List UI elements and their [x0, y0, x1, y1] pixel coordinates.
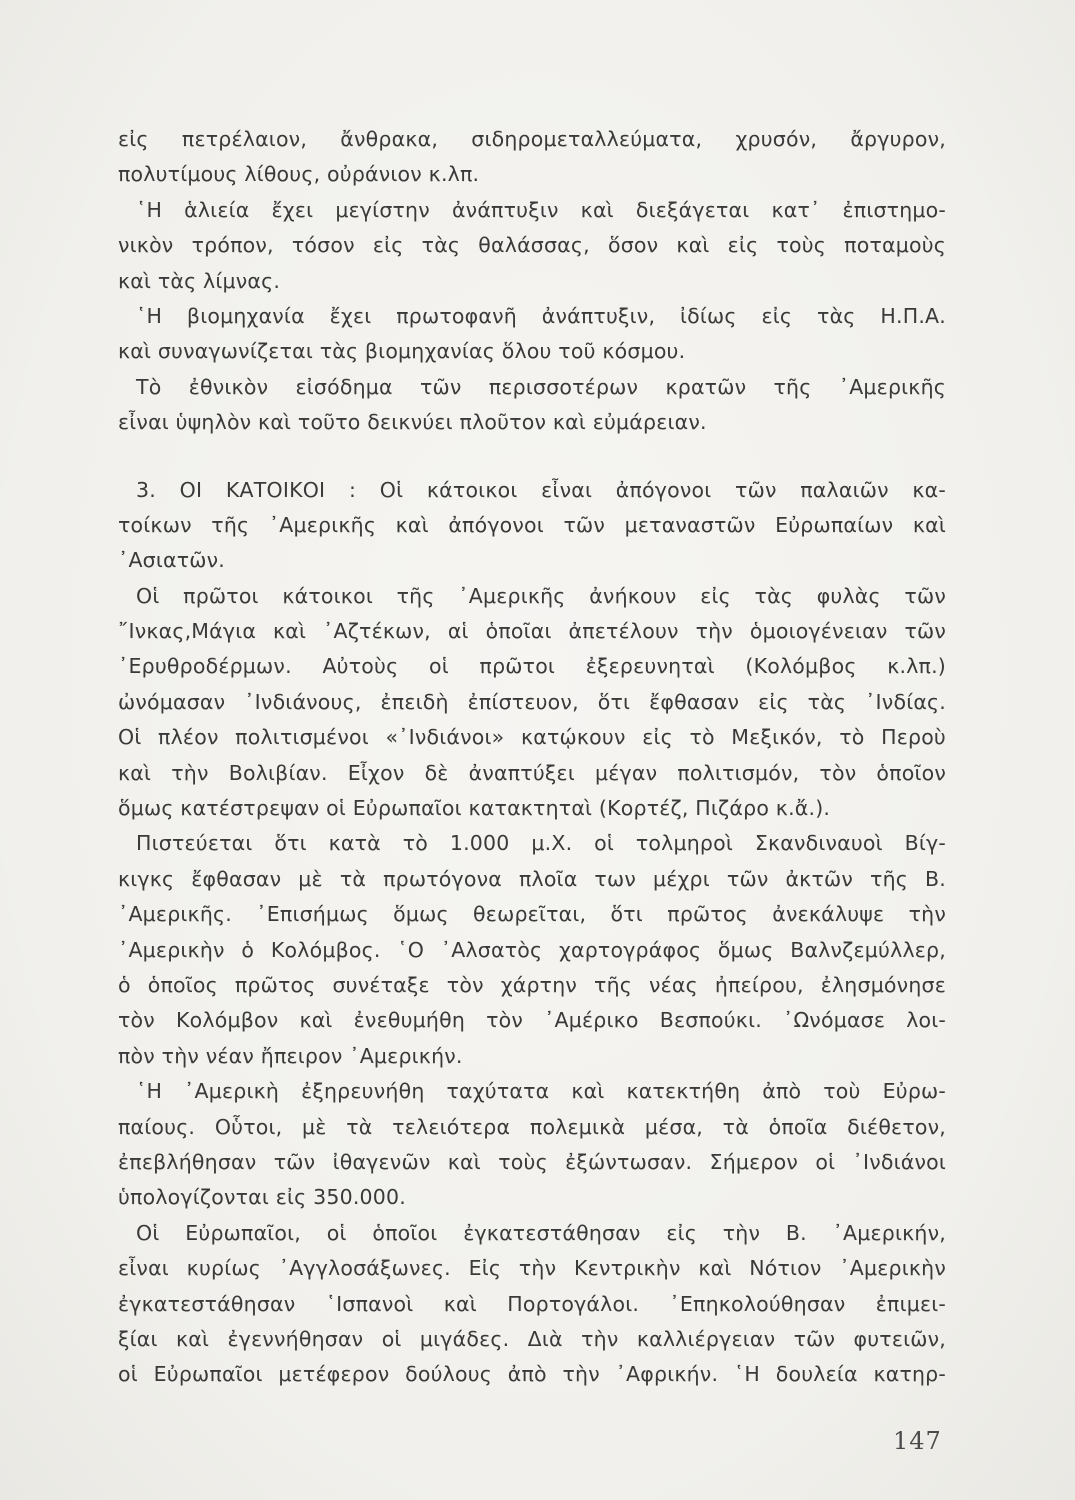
paragraph-industry: [118, 299, 946, 370]
section-gap: [118, 441, 946, 473]
text-line: Τὸ ἐθνικὸν εἰσόδημα τῶν περισσοτέρων κρατῶν τῆς ᾽Αμερικῆς: [136, 374, 946, 399]
text-line: κιγκς ἔφθασαν μὲ τὰ πρωτόγονα πλοῖα των μέχρι τῶν ἀκτῶν τῆς Β.: [118, 866, 946, 891]
text-line: ᾽Ασιατῶν.: [118, 548, 225, 573]
text-line: ᾽Αμερικὴν ὁ Κολόμβος. ῾Ο ᾽Αλσατὸς χαρτογράφος ὅμως Βαλνζεμύλλερ,: [118, 937, 946, 962]
text-line: νικὸν τρόπον, τόσον εἰς τὰς θαλάσσας, ὅσον καὶ εἰς τοὺς ποταμοὺς: [118, 233, 946, 258]
text-line: Οἱ Εὐρωπαῖοι, οἱ ὁποῖοι ἐγκατεστάθησαν εἰς τὴν Β. ᾽Αμερικήν,: [136, 1220, 946, 1245]
text-line: πολυτίμους λίθους, οὐράνιον κ.λπ.: [118, 162, 480, 187]
text-line: παίους. Οὗτοι, μὲ τὰ τελειότερα πολεμικὰ μέσα, τὰ ὁποῖα διέθετον,: [118, 1114, 946, 1139]
text-line: ἐγκατεστάθησαν ῾Ισπανοὶ καὶ Πορτογάλοι. ᾽Επηκολούθησαν ἐπιμει-: [118, 1291, 946, 1316]
text-line: 3. ΟΙ ΚΑΤΟΙΚΟΙ : Οἱ κάτοικοι εἶναι ἀπόγονοι τῶν παλαιῶν κα-: [136, 477, 946, 502]
text-line: καὶ τὴν Βολιβίαν. Εἶχον δὲ ἀναπτύξει μέγαν πολιτισμόν, τὸν ὁποῖον: [118, 760, 946, 785]
paragraph-conquest: [118, 1074, 946, 1216]
paragraph-inhabitants-heading: [118, 473, 946, 579]
text-line: Πιστεύεται ὅτι κατὰ τὸ 1.000 μ.Χ. οἱ τολμηροὶ Σκανδιναυοὶ Βίγ-: [136, 831, 946, 856]
paragraph-resources: [118, 122, 946, 193]
text-line: εἰς πετρέλαιον, ἄνθρακα, σιδηρομεταλλεύματα, χρυσόν, ἄργυρον,: [118, 127, 946, 151]
text-line: ὑπολογίζονται εἰς 350.000.: [118, 1185, 406, 1210]
page-number: 147: [893, 1427, 942, 1455]
text-line: τοίκων τῆς ᾽Αμερικῆς καὶ ἀπόγονοι τῶν μεταναστῶν Εὐρωπαίων καὶ: [118, 512, 946, 537]
text-line: Οἱ πρῶτοι κάτοικοι τῆς ᾽Αμερικῆς ἀνήκουν εἰς τὰς φυλὰς τῶν: [136, 583, 946, 608]
text-line: ῾Η βιομηχανία ἔχει πρωτοφανῆ ἀνάπτυξιν, ἰδίως εἰς τὰς Η.Π.Α.: [136, 303, 946, 328]
text-line: ᾽Ερυθροδέρμων. Αὐτοὺς οἱ πρῶτοι ἐξερευνηταὶ (Κολόμβος κ.λπ.): [118, 654, 946, 679]
text-line: καὶ τὰς λίμνας.: [118, 268, 281, 293]
text-line: Οἱ πλέον πολιτισμένοι «᾽Ινδιάνοι» κατῴκουν εἰς τὸ Μεξικόν, τὸ Περοὺ: [118, 725, 946, 750]
text-line: ῾Η ἁλιεία ἔχει μεγίστην ἀνάπτυξιν καὶ διεξάγεται κατ᾽ ἐπιστημο-: [136, 197, 946, 222]
text-line: ὠνόμασαν ᾽Ινδιάνους, ἐπειδὴ ἐπίστευον, ὅτι ἔφθασαν εἰς τὰς ᾽Ινδίας.: [118, 689, 946, 714]
paragraph-discovery: [118, 826, 946, 1074]
text-line: οἱ Εὐρωπαῖοι μετέφερον δούλους ἀπὸ τὴν ᾽Αφρικήν. ῾Η δουλεία κατηρ-: [118, 1362, 946, 1387]
paragraph-income: [118, 370, 946, 441]
body-text: [118, 122, 946, 1393]
text-line: ἐπεβλήθησαν τῶν ἰθαγενῶν καὶ τοὺς ἐξώντωσαν. Σήμερον οἱ ᾽Ινδιάνοι: [118, 1149, 946, 1174]
text-line: ῎Ινκας,Μάγια καὶ ᾽Αζτέκων, αἱ ὁποῖαι ἀπετέλουν τὴν ὁμοιογένειαν τῶν: [118, 619, 946, 644]
text-line: τὸν Κολόμβον καὶ ἐνεθυμήθη τὸν ᾽Αμέρικο Βεσπούκι. ᾽Ωνόμασε λοι-: [118, 1008, 946, 1033]
text-line: ῾Η ᾽Αμερικὴ ἐξηρευνήθη ταχύτατα καὶ κατεκτήθη ἀπὸ τοὺ Εὐρω-: [136, 1079, 946, 1104]
text-line: ξίαι καὶ ἐγεννήθησαν οἱ μιγάδες. Διὰ τὴν καλλιέργειαν τῶν φυτειῶν,: [118, 1326, 946, 1351]
text-line: ὅμως κατέστρεψαν οἱ Εὐρωπαῖοι κατακτηταὶ (Κορτέζ, Πιζάρο κ.ἄ.).: [118, 796, 831, 821]
text-line: πὸν τὴν νέαν ἤπειρον ᾽Αμερικήν.: [118, 1043, 463, 1068]
paragraph-fishing: [118, 193, 946, 299]
text-line: ᾽Αμερικῆς. ᾽Επισήμως ὅμως θεωρεῖται, ὅτι πρῶτος ἀνεκάλυψε τὴν: [118, 902, 946, 927]
text-line: εἶναι κυρίως ᾽Αγγλοσάξωνες. Εἰς τὴν Κεντρικὴν καὶ Νότιον ᾽Αμερικὴν: [118, 1256, 946, 1281]
text-line: εἶναι ὑψηλὸν καὶ τοῦτο δεικνύει πλοῦτον καὶ εὐμάρειαν.: [118, 410, 707, 435]
text-line: ὁ ὁποῖος πρῶτος συνέταξε τὸν χάρτην τῆς νέας ἠπείρου, ἐλησμόνησε: [118, 972, 946, 997]
paragraph-first-inhabitants: [118, 579, 946, 827]
text-line: καὶ συναγωνίζεται τὰς βιομηχανίας ὅλου τοῦ κόσμου.: [118, 339, 686, 364]
paragraph-europeans: [118, 1216, 946, 1393]
